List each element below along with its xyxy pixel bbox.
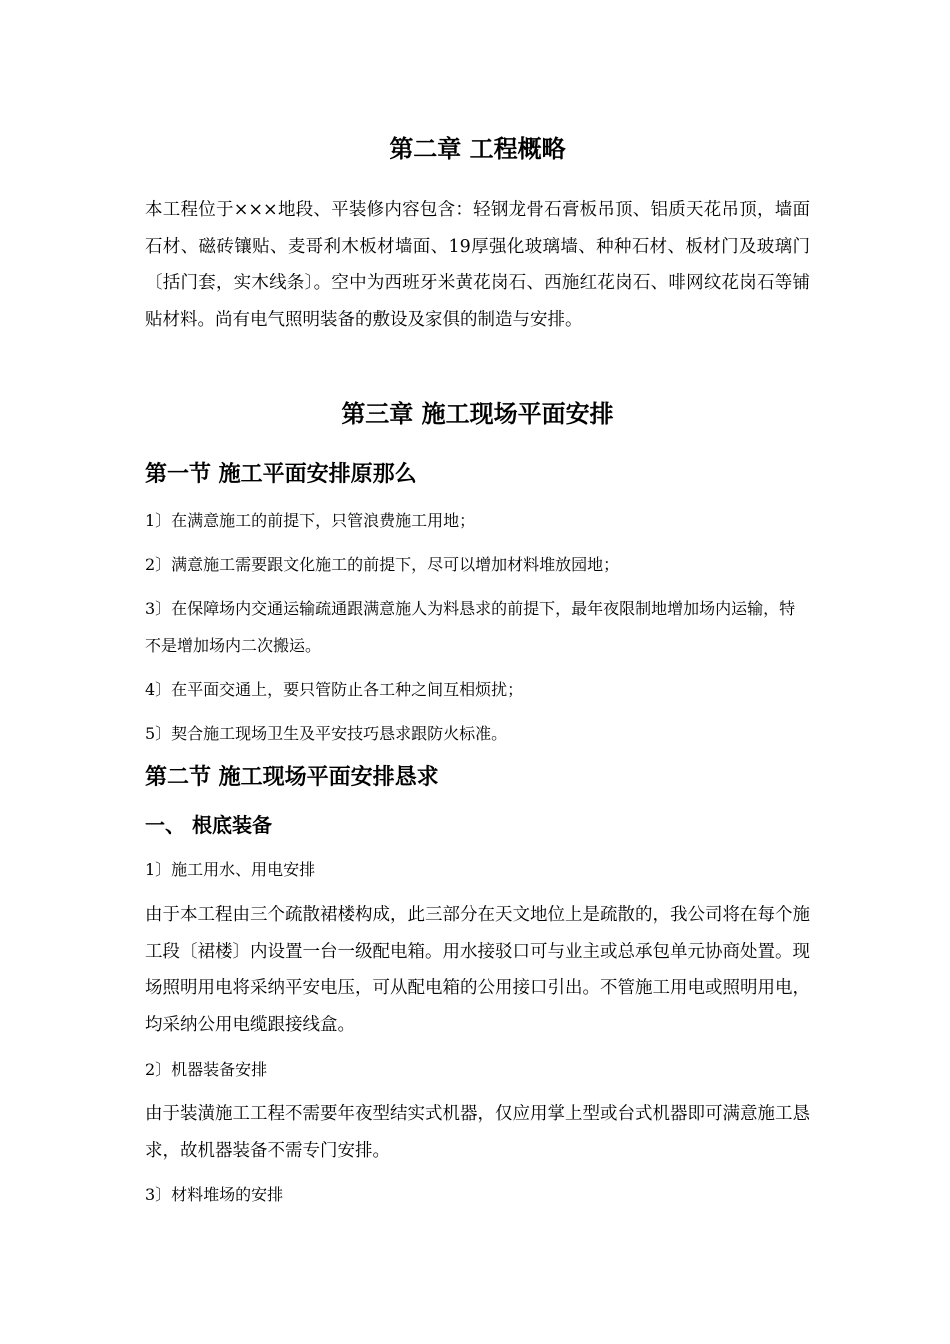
list-item-label: 3〕材料堆场的安排 xyxy=(145,1185,284,1204)
list-item: 3〕在保障场内交通运输疏通跟满意施人为料恳求的前提下，最年夜限制地增加场内运输，特不是增加场内二次搬运。 xyxy=(145,599,796,655)
list-item: 4〕在平面交通上，要只管防止各工种之间互相烦扰； xyxy=(145,680,524,699)
list-item: 5〕契合施工现场卫生及平安技巧恳求跟防火标准。 xyxy=(145,724,508,743)
list-item: 2〕满意施工需要跟文化施工的前提下，尽可以增加材料堆放园地； xyxy=(145,555,620,574)
chapter-2-title: 第二章 工程概略 xyxy=(389,135,566,163)
chapter-3-title: 第三章 施工现场平面安排 xyxy=(341,400,614,428)
body-paragraph: 由于本工程由三个疏散裙楼构成，此三部分在天文地位上是疏散的，我公司将在每个施工段〔裙楼〕内设置一台一级配电箱。用水接驳口可与业主或总承包单元协商处置。现场照明用电将采纳平安电压，可从配电箱的公用接口引出。不管施工用电或照明用电，均采纳公用电缆跟接线盒。 xyxy=(145,905,810,1035)
body-paragraph: 由于装潢施工工程不需要年夜型结实式机器，仅应用掌上型或台式机器即可满意施工恳求，故机器装备不需专门安排。 xyxy=(145,1104,810,1161)
chapter-2-overview-paragraph: 本工程位于×××地段、平装修内容包含：轻钢龙骨石膏板吊顶、铝质天花吊顶，墙面石材、磁砖镶贴、麦哥利木板材墙面、19厚强化玻璃墙、种种石材、板材门及玻璃门〔括门套，实木线条〕。空中为西班牙米黄花岗石、西施红花岗石、啡网纹花岗石等铺贴材料。尚有电气照明装备的敷设及家俱的制造与安排。 xyxy=(145,200,810,330)
subsection-1-title: 一、 根底装备 xyxy=(145,813,272,837)
list-item-label: 1〕施工用水、用电安排 xyxy=(145,860,316,879)
section-2-title: 第二节 施工现场平面安排恳求 xyxy=(145,765,439,790)
section-1-title: 第一节 施工平面安排原那么 xyxy=(145,462,417,487)
list-item-label: 2〕机器装备安排 xyxy=(145,1060,268,1079)
list-item: 1〕在满意施工的前提下，只管浪费施工用地； xyxy=(145,511,476,530)
